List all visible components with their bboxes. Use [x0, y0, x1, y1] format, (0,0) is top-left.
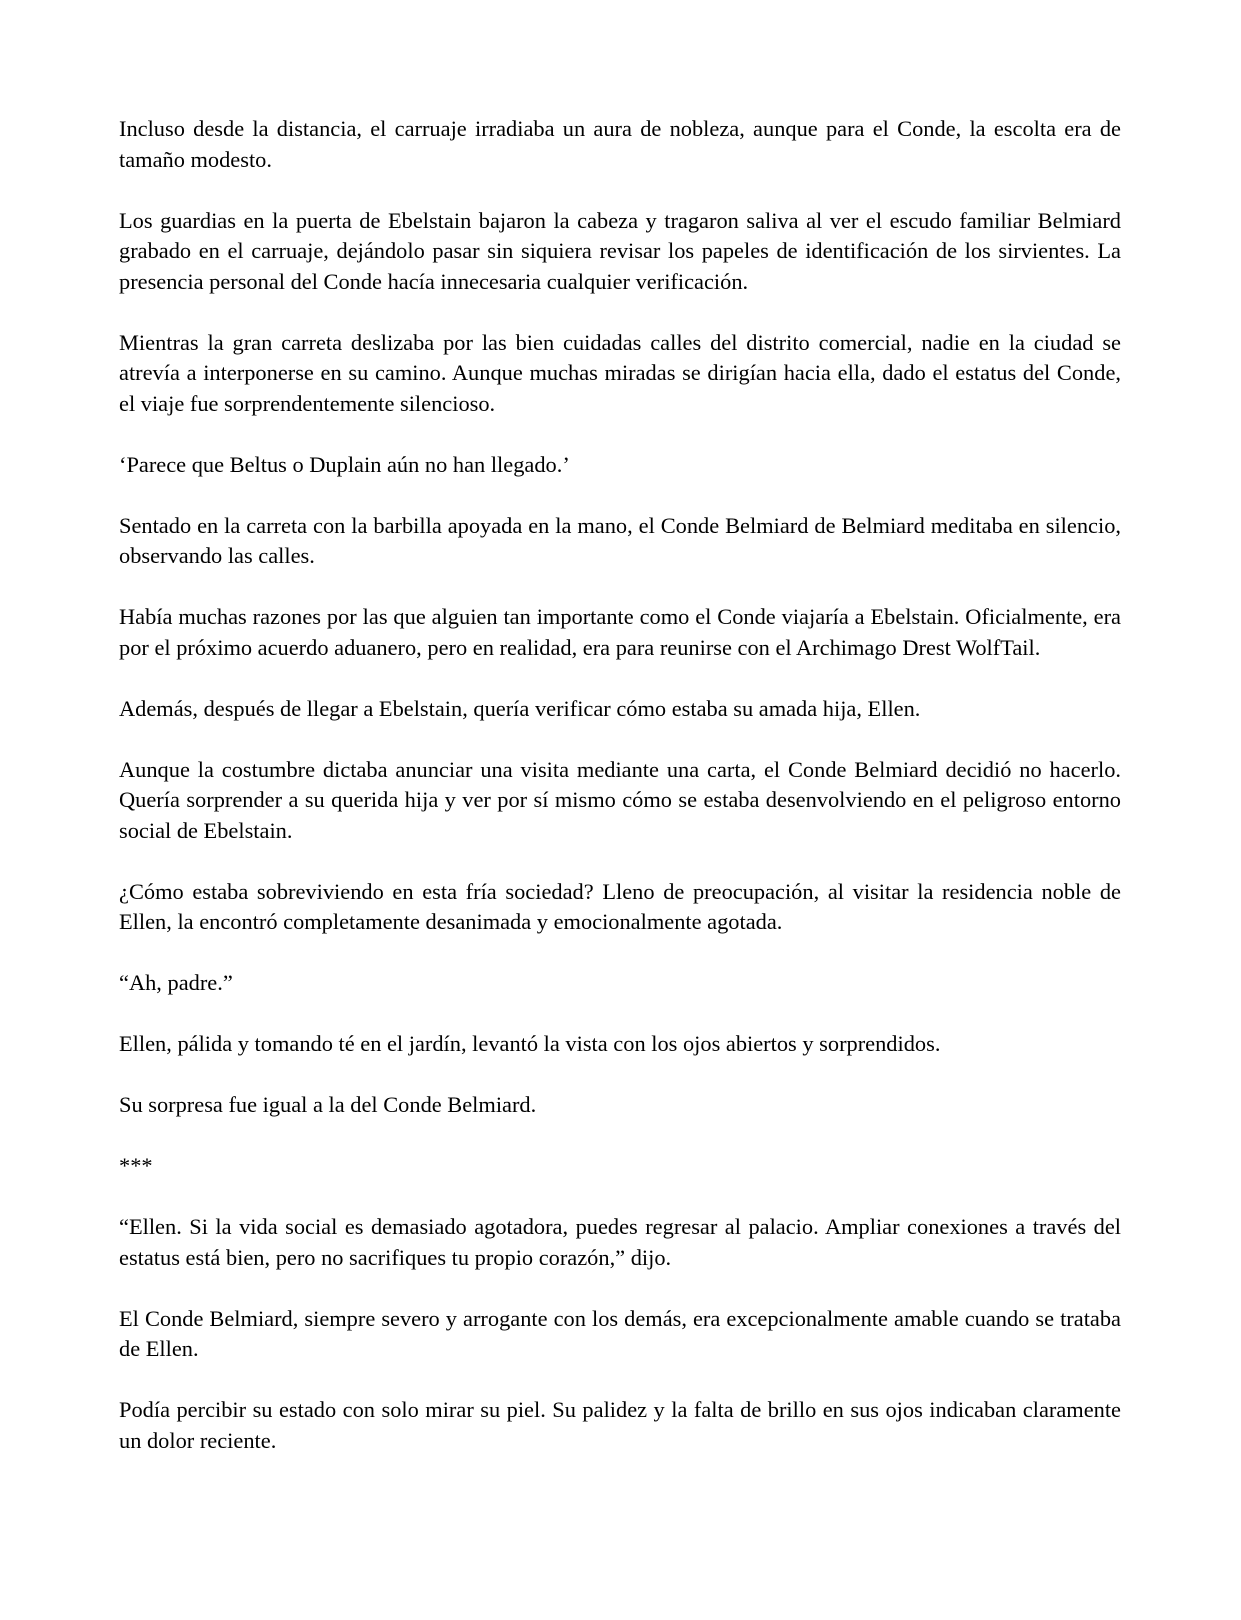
paragraph: ‘Parece que Beltus o Duplain aún no han llegado.’ [119, 451, 570, 477]
document-page [119, 114, 1121, 1487]
paragraph: Incluso desde la distancia, el carruaje irradiaba un aura de nobleza, aunque para el Conde, la escolta era de tamaño modesto. [119, 116, 1121, 172]
paragraph: Los guardias en la puerta de Ebelstain bajaron la cabeza y tragaron saliva al ver el escudo familiar Belmiard grabado en el carruaje, dejándolo pasar sin siquiera revisar los papeles de identificación de los sirvientes. La presencia personal del Conde hacía innecesaria cualquier verificación. [119, 207, 1121, 294]
scene-break: *** [119, 1153, 153, 1178]
paragraph: Ellen, pálida y tomando té en el jardín, levantó la vista con los ojos abiertos y sorprendidos. [119, 1031, 941, 1056]
dialogue-line: “Ellen. Si la vida social es demasiado agotadora, puedes regresar al palacio. Ampliar conexiones a través del estatus está bien, pero no sacrifiques tu propio corazón,” dijo. [119, 1214, 1121, 1270]
paragraph: El Conde Belmiard, siempre severo y arrogante con los demás, era excepcionalmente amable cuando se trataba de Ellen. [119, 1305, 1121, 1361]
paragraph: Además, después de llegar a Ebelstain, quería verificar cómo estaba su amada hija, Ellen. [119, 695, 921, 721]
paragraph: Aunque la costumbre dictaba anunciar una visita mediante una carta, el Conde Belmiard decidió no hacerlo. Quería sorprender a su querida hija y ver por sí mismo cómo se estaba desenvolviendo en el peligroso entorno social de Ebelstain. [119, 756, 1121, 843]
paragraph: Su sorpresa fue igual a la del Conde Belmiard. [119, 1092, 537, 1117]
paragraph: ¿Cómo estaba sobreviviendo en esta fría sociedad? Lleno de preocupación, al visitar la residencia noble de Ellen, la encontró completamente desanimada y emocionalmente agotada. [119, 878, 1121, 934]
paragraph: Sentado en la carreta con la barbilla apoyada en la mano, el Conde Belmiard de Belmiard meditaba en silencio, observando las calles. [119, 512, 1121, 568]
dialogue-line: “Ah, padre.” [119, 970, 233, 995]
paragraph: Mientras la gran carreta deslizaba por las bien cuidadas calles del distrito comercial, nadie en la ciudad se atrevía a interponerse en su camino. Aunque muchas miradas se dirigían hacia ella, dado el estatus del Conde, el viaje fue sorprendentemente silencioso. [119, 329, 1121, 416]
paragraph: Podía percibir su estado con solo mirar su piel. Su palidez y la falta de brillo en sus ojos indicaban claramente un dolor reciente. [119, 1397, 1121, 1453]
paragraph: Había muchas razones por las que alguien tan importante como el Conde viajaría a Ebelstain. Oficialmente, era por el próximo acuerdo aduanero, pero en realidad, era para reunirse con el Archimago Drest WolfTail. [119, 604, 1121, 660]
